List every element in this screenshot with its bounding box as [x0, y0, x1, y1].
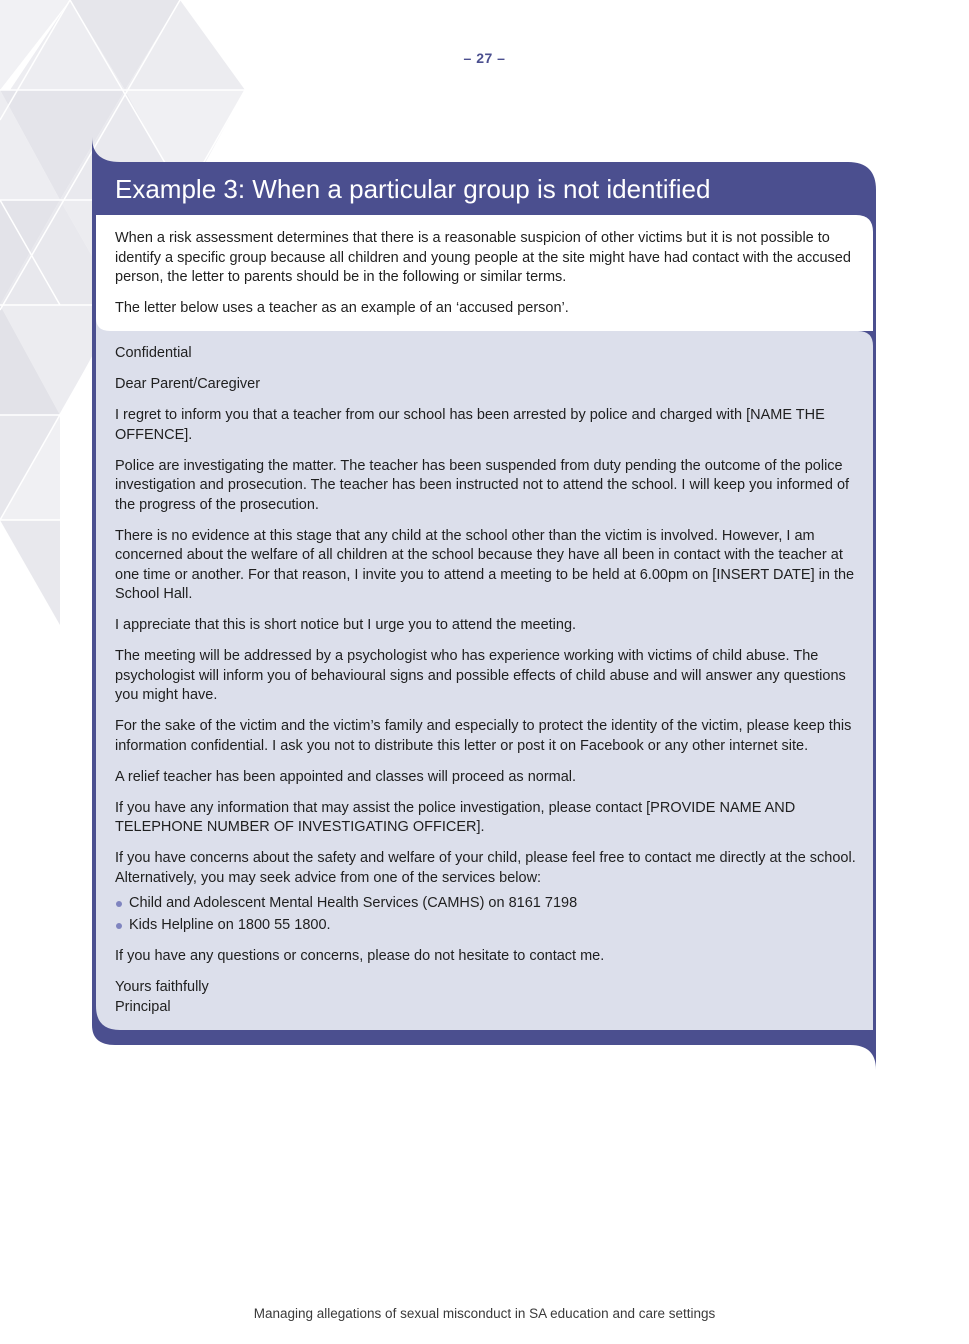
letter-closing-question: If you have any questions or concerns, please do not hesitate to contact me. — [115, 948, 605, 964]
card-title: Example 3: When a particular group is not identified — [115, 174, 711, 204]
letter-paragraph: The meeting will be addressed by a psychologist who has experience working with victims of child abuse. The psychologist will inform you of behavioural signs and possible effects of child abuse and will answer any questions you might have. — [115, 648, 846, 703]
bullet-icon — [116, 923, 122, 929]
intro-section — [115, 229, 860, 329]
letter-signoff: Yours faithfully — [115, 979, 209, 995]
service-text: Child and Adolescent Mental Health Services (CAMHS) on 8161 7198 — [129, 894, 578, 911]
page-number: – 27 – — [463, 50, 506, 66]
letter-paragraph: If you have concerns about the safety and welfare of your child, please feel free to contact me directly at the school. Alternatively, you may seek advice from one of the services below: — [115, 850, 856, 886]
bullet-icon — [116, 901, 122, 907]
page-footer: Managing allegations of sexual misconduct in SA education and care settings — [253, 1306, 716, 1321]
intro-paragraph: When a risk assessment determines that there is a reasonable suspicion of other victims but it is not possible to identify a specific group because all children and young people at the site might have had contact with the accused person, the letter to parents should be in the following or similar terms. — [115, 230, 851, 285]
service-text: Kids Helpline on 1800 55 1800. — [129, 917, 331, 933]
letter-paragraph: A relief teacher has been appointed and classes will proceed as normal. — [115, 768, 577, 785]
letter-paragraph: If you have any information that may assist the police investigation, please contact [PROVIDE NAME AND TELEPHONE NUMBER OF INVESTIGATING OFFICER]. — [115, 799, 796, 835]
letter-confidential: Confidential — [115, 345, 192, 361]
services-list — [115, 894, 863, 936]
letter-paragraph: There is no evidence at this stage that any child at the school other than the victim is involved. However, I am concerned about the welfare of all children at the school because they have all been in contact with the teacher at one time or another. For that reason, I invite you to attend a meeting to be held at 6.00pm on [INSERT DATE] in the School Hall. — [115, 527, 855, 602]
letter-paragraph: I regret to inform you that a teacher from our school has been arrested by police and charged with [NAME THE OFFENCE]. — [115, 407, 825, 443]
letter-paragraph: Police are investigating the matter. The teacher has been suspended from duty pending the outcome of the police investigation and prosecution. The teacher has been instructed not to attend the school. I will keep you informed of the progress of the prosecution. — [115, 457, 850, 513]
list-item — [115, 916, 863, 936]
letter-salutation: Dear Parent/Caregiver — [115, 376, 261, 392]
letter-signatory: Principal — [115, 998, 171, 1015]
list-item — [115, 894, 863, 914]
letter-paragraph: I appreciate that this is short notice but I urge you to attend the meeting. — [115, 617, 577, 633]
sample-letter — [115, 344, 863, 1029]
letter-paragraph: For the sake of the victim and the victim’s family and especially to protect the identity of the victim, please keep this information confidential. I ask you not to distribute this letter or post it on Facebook or any other internet site. — [115, 718, 852, 754]
intro-paragraph: The letter below uses a teacher as an example of an ‘accused person’. — [115, 299, 569, 316]
